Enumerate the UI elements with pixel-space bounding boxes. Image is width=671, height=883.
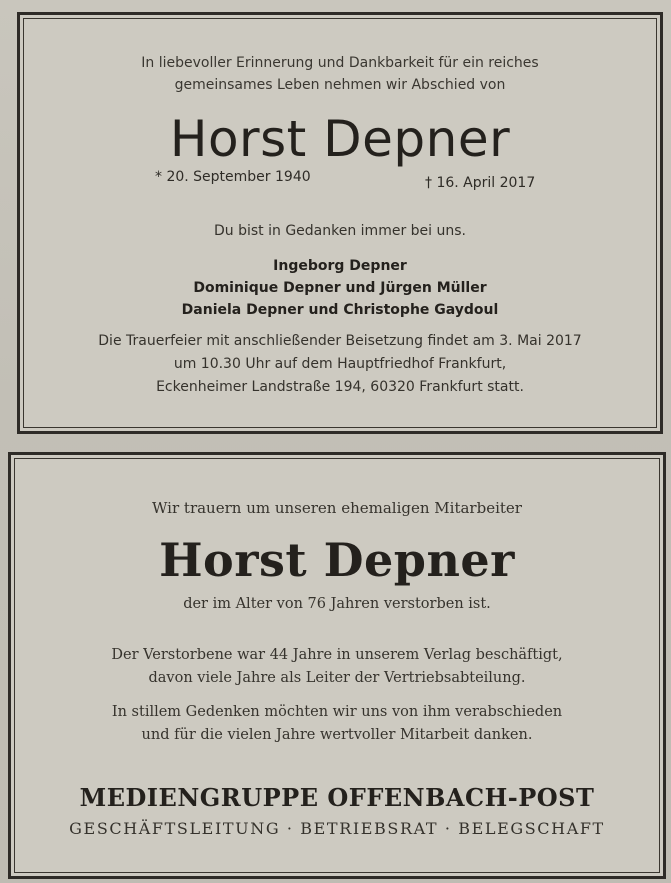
ceremony-line-1: Die Trauerfeier mit anschließender Beisetzung findet am 3. Mai 2017 <box>98 333 582 349</box>
family-obituary-notice <box>17 12 663 434</box>
family-member: Dominique Depner und Jürgen Müller <box>193 280 487 296</box>
employer-obituary-notice <box>8 452 666 879</box>
age-line: der im Alter von 76 Jahren verstorben ist. <box>183 596 491 612</box>
death-date: † 16. April 2017 <box>425 175 536 191</box>
deceased-name: Horst Depner <box>169 110 511 168</box>
intro-line: Wir trauern um unseren ehemaligen Mitarbeiter <box>152 499 522 517</box>
birth-date: * 20. September 1940 <box>155 169 311 185</box>
organization-name: MEDIENGRUPPE OFFENBACH-POST <box>79 783 595 812</box>
paragraph-2-line-2: und für die vielen Jahre wertvoller Mitarbeit danken. <box>141 727 533 743</box>
deceased-name: Horst Depner <box>159 533 515 587</box>
intro-line-2: gemeinsames Leben nehmen wir Abschied von <box>174 77 506 93</box>
paragraph-2-line-1: In stillem Gedenken möchten wir uns von ihm verabschieden <box>111 704 563 720</box>
family-member: Ingeborg Depner <box>273 258 407 274</box>
paragraph-1-line-1: Der Verstorbene war 44 Jahre in unserem Verlag beschäftigt, <box>111 647 563 663</box>
organization-subtitle: GESCHÄFTSLEITUNG · BETRIEBSRAT · BELEGSCHAFT <box>69 819 605 838</box>
intro-line-1: In liebevoller Erinnerung und Dankbarkeit für ein reiches <box>141 55 539 71</box>
paragraph-1-line-2: davon viele Jahre als Leiter der Vertriebsabteilung. <box>148 670 526 686</box>
ceremony-line-2: um 10.30 Uhr auf dem Hauptfriedhof Frankfurt, <box>173 356 507 372</box>
ceremony-line-3: Eckenheimer Landstraße 194, 60320 Frankfurt statt. <box>156 379 524 395</box>
motto: Du bist in Gedanken immer bei uns. <box>214 223 466 239</box>
family-member: Daniela Depner und Christophe Gaydoul <box>181 302 499 318</box>
